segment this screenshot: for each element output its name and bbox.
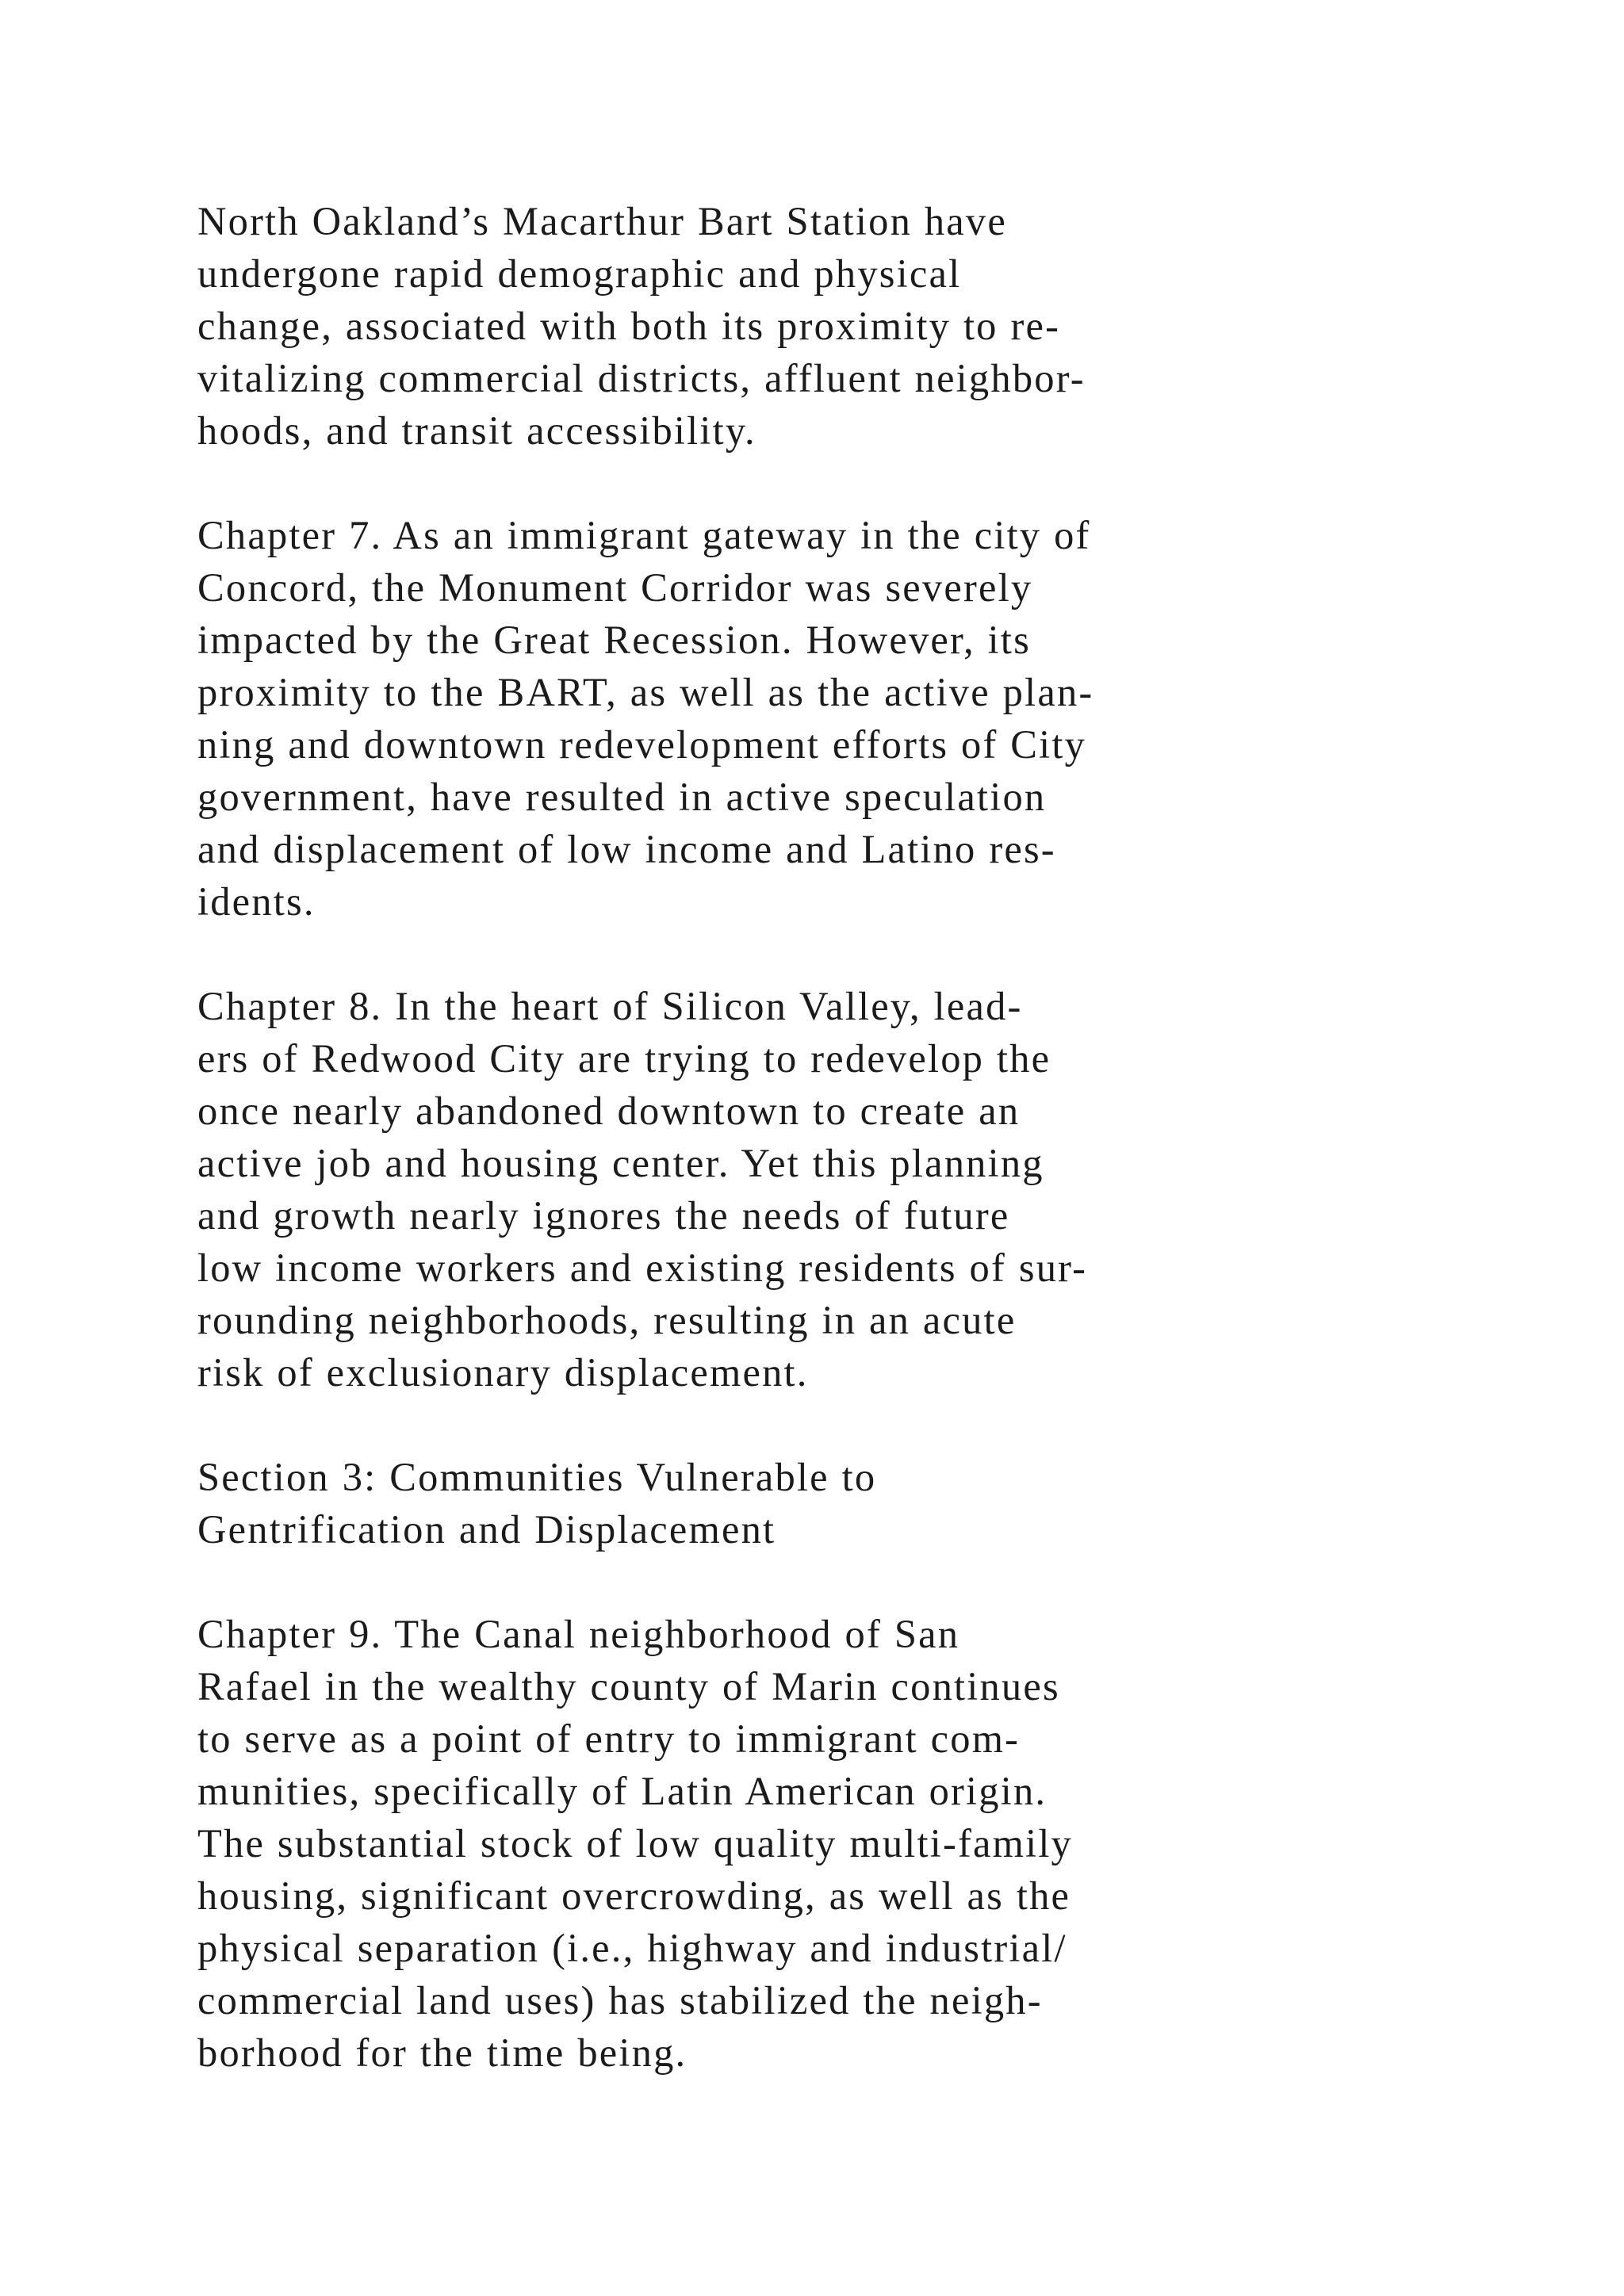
text-line: commercial land uses) has stabilized the neigh- xyxy=(197,1978,1043,2022)
text-line: ning and downtown redevelopment efforts of City xyxy=(197,722,1087,767)
text-line: impacted by the Great Recession. However, its xyxy=(197,618,1031,662)
paragraph-chapter-7 xyxy=(197,509,1434,928)
paragraph-gap xyxy=(197,1556,1434,1608)
text-line: government, have resulted in active speculation xyxy=(197,775,1047,819)
paragraph-gap xyxy=(197,1399,1434,1451)
text-line: Chapter 7. As an immigrant gateway in the city of xyxy=(197,513,1091,557)
text-line: change, associated with both its proximity to re- xyxy=(197,304,1061,348)
text-line: Section 3: Communities Vulnerable to xyxy=(197,1455,877,1499)
text-line: once nearly abandoned downtown to create an xyxy=(197,1089,1021,1133)
text-line: Chapter 8. In the heart of Silicon Valley, lead- xyxy=(197,984,1023,1028)
paragraph-gap xyxy=(197,928,1434,980)
paragraph-chapter-8 xyxy=(197,980,1434,1399)
text-line: Concord, the Monument Corridor was severely xyxy=(197,565,1033,610)
text-line: risk of exclusionary displacement. xyxy=(197,1350,809,1395)
paragraph-north-oakland xyxy=(197,195,1434,457)
text-line: proximity to the BART, as well as the active plan- xyxy=(197,670,1094,714)
text-line: munities, specifically of Latin American origin. xyxy=(197,1769,1048,1813)
text-line: housing, significant overcrowding, as well as the xyxy=(197,1873,1071,1918)
text-line: Chapter 9. The Canal neighborhood of San xyxy=(197,1612,960,1656)
section-3-heading xyxy=(197,1451,1434,1556)
text-line: rounding neighborhoods, resulting in an acute xyxy=(197,1298,1017,1342)
text-line: active job and housing center. Yet this planning xyxy=(197,1141,1044,1185)
text-line: undergone rapid demographic and physical xyxy=(197,251,962,296)
text-line: hoods, and transit accessibility. xyxy=(197,408,756,453)
text-line: The substantial stock of low quality multi-family xyxy=(197,1821,1073,1866)
text-line: and growth nearly ignores the needs of future xyxy=(197,1193,1010,1238)
document-text xyxy=(197,195,1434,2079)
text-line: ers of Redwood City are trying to redevelop the xyxy=(197,1036,1051,1081)
text-line: to serve as a point of entry to immigrant com- xyxy=(197,1716,1021,1761)
paragraph-chapter-9 xyxy=(197,1608,1434,2079)
text-line: low income workers and existing residents of sur- xyxy=(197,1246,1088,1290)
text-line: North Oakland’s Macarthur Bart Station have xyxy=(197,199,1007,243)
paragraph-gap xyxy=(197,457,1434,509)
text-line: vitalizing commercial districts, affluent neighbor- xyxy=(197,356,1086,400)
text-line: borhood for the time being. xyxy=(197,2030,688,2075)
text-line: and displacement of low income and Latino res- xyxy=(197,827,1056,871)
text-line: Rafael in the wealthy county of Marin continues xyxy=(197,1664,1060,1709)
text-line: idents. xyxy=(197,879,316,924)
text-line: Gentrification and Displacement xyxy=(197,1507,776,1552)
text-line: physical separation (i.e., highway and industrial/ xyxy=(197,1926,1067,1970)
